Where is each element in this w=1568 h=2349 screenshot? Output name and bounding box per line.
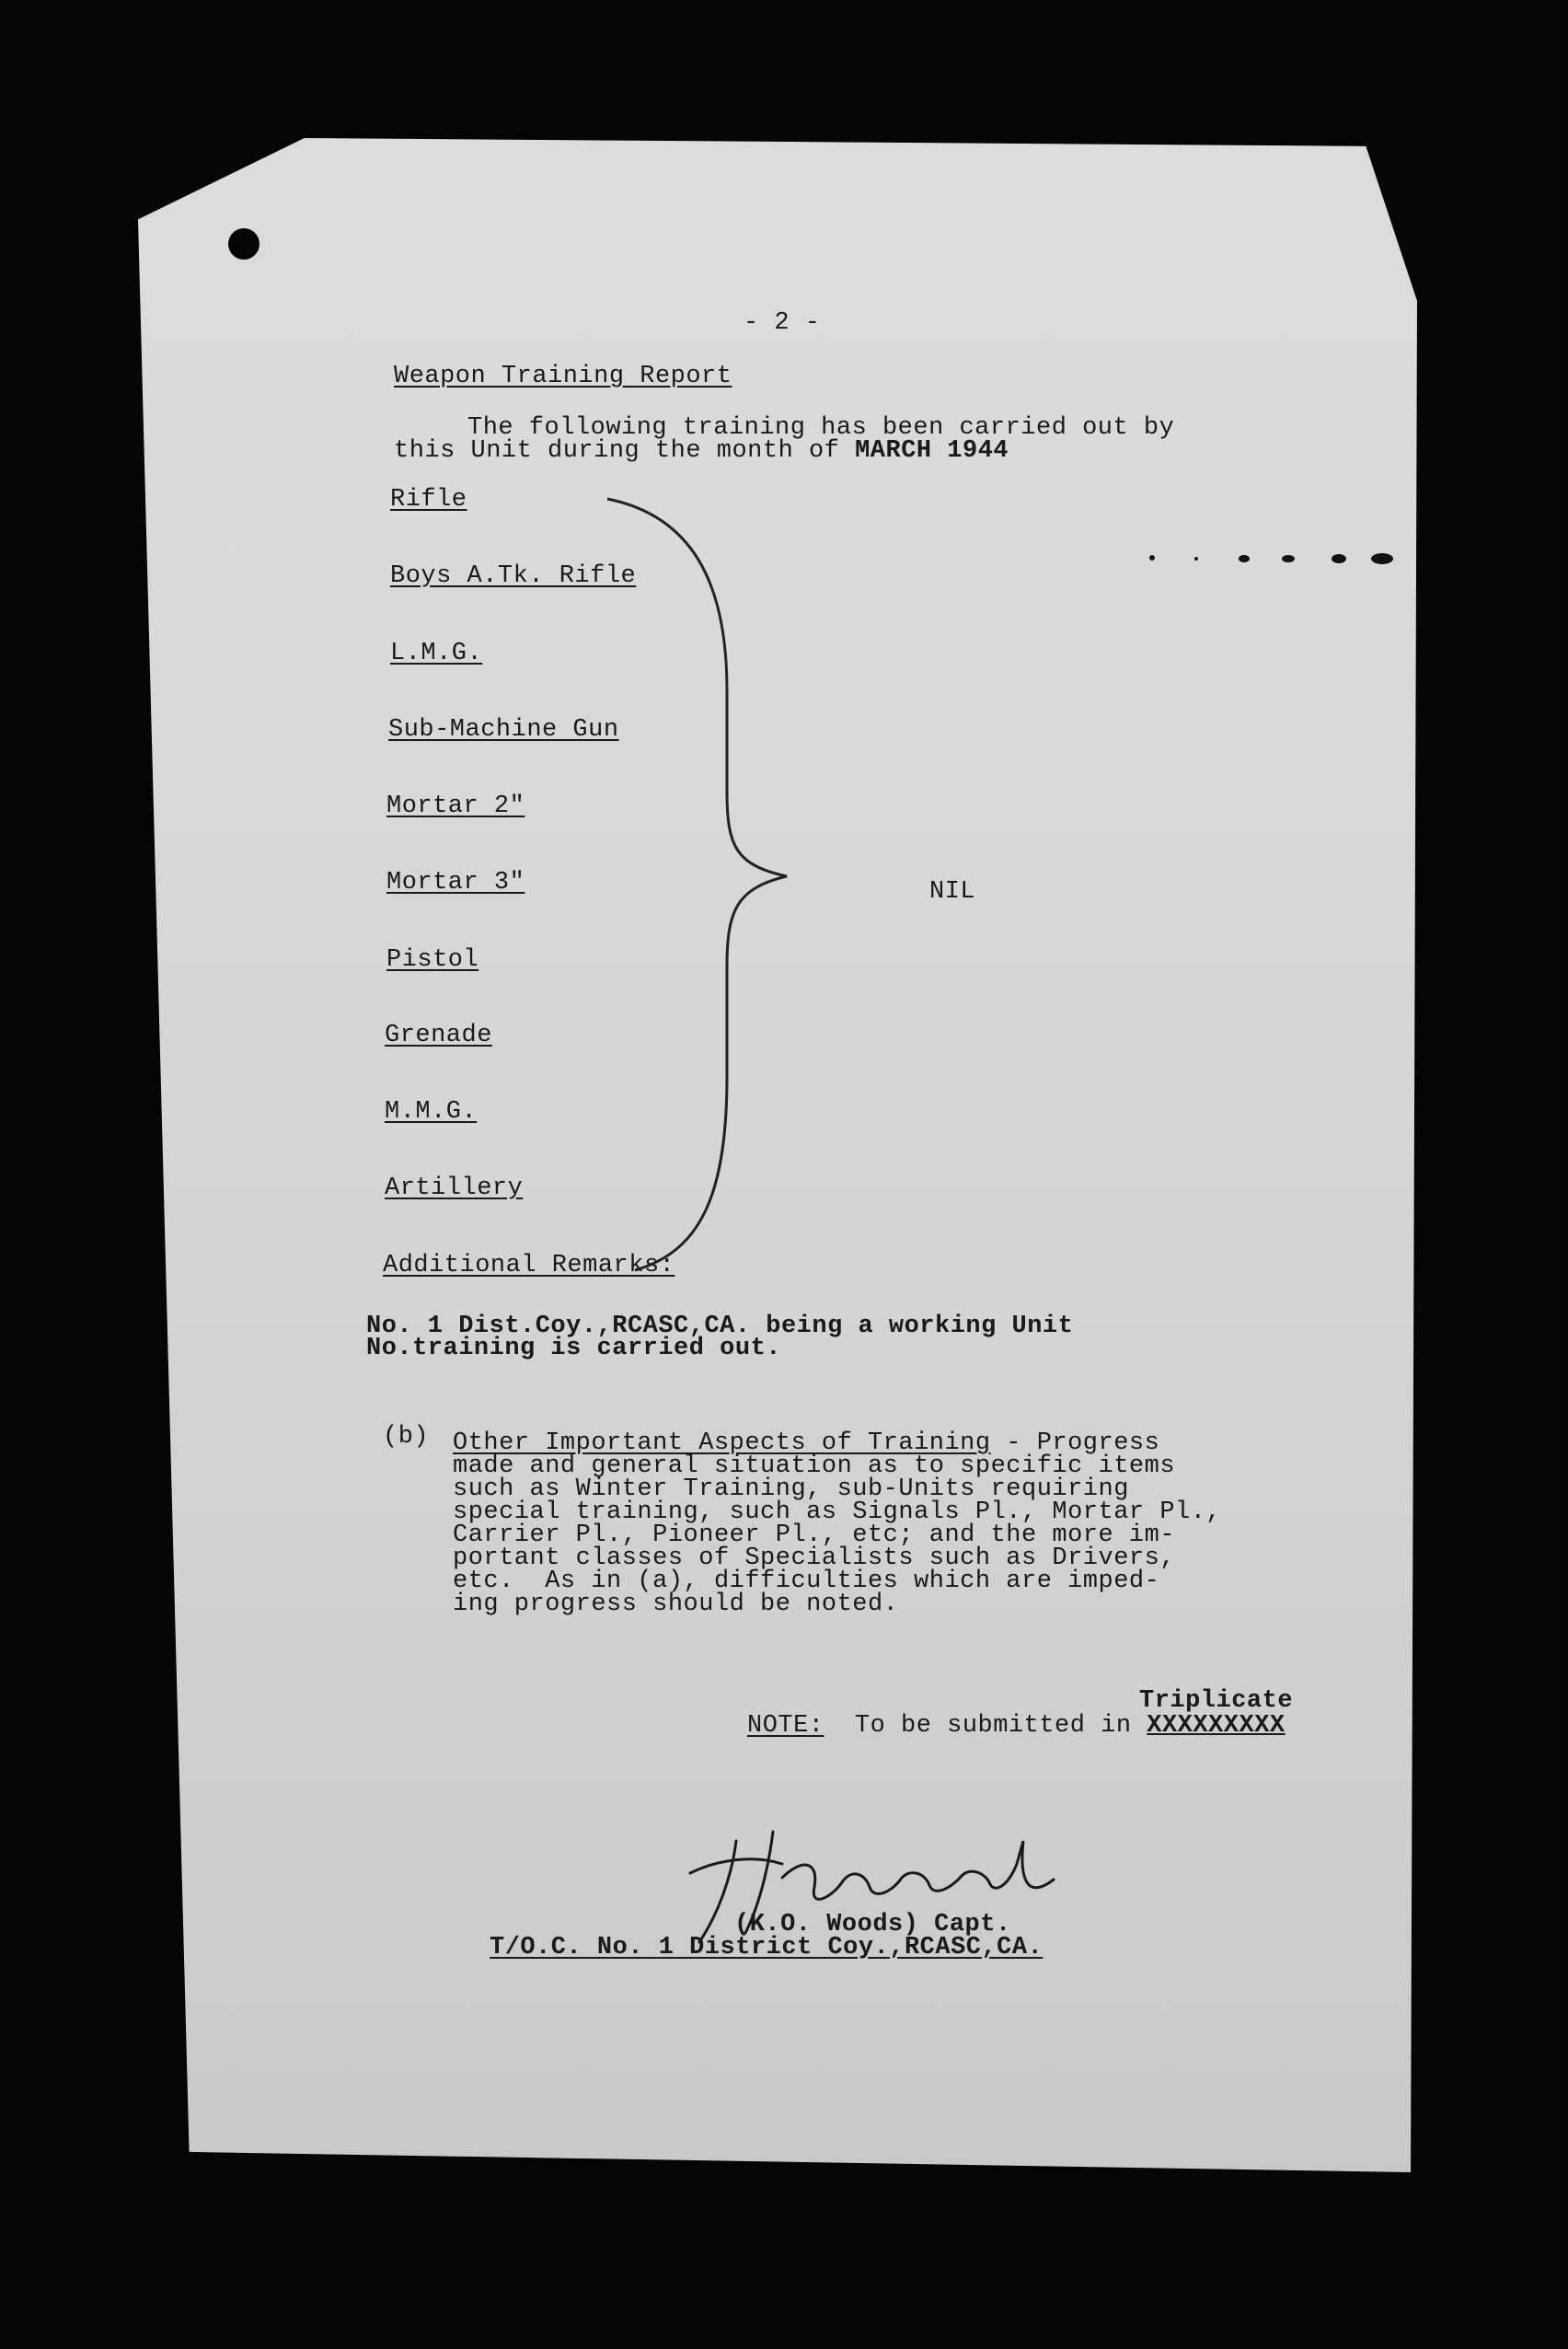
note-line [747,1714,1286,1739]
section-b-line: portant classes of Specialists such as Drivers, [453,1545,1176,1572]
weapon-item: M.M.G. [385,1098,478,1126]
section-b-heading: Other Important Aspects of Training [453,1429,991,1457]
edge-marks [1141,550,1417,569]
weapon-item: Mortar 3" [386,869,525,897]
signatory-title: T/O.C. No. 1 District Coy.,RCASC,CA. [490,1934,1043,1961]
section-b-line: Carrier Pl., Pioneer Pl., etc; and the more im- [453,1522,1176,1549]
note-struck-word: XXXXXXXXX [1147,1712,1286,1740]
intro-month: MARCH 1944 [855,437,1009,465]
weapon-item: Mortar 2" [386,793,525,820]
curly-brace [589,479,810,1279]
additional-remarks-label: Additional Remarks: [383,1252,675,1279]
weapon-item: Grenade [385,1022,492,1049]
signatory-name: (K.O. Woods) Capt. [734,1911,1011,1938]
weapon-item: Sub-Machine Gun [388,716,619,744]
punch-hole [228,228,259,260]
section-b-line: ing progress should be noted. [453,1591,899,1618]
section-b-line: etc. As in (a), difficulties which are imped- [453,1568,1160,1595]
note-insert-triplicate: Triplicate [1139,1687,1294,1715]
intro-line-2-prefix: this Unit during the month of [394,437,840,465]
remarks-line-2: No.training is carried out. [366,1335,781,1362]
nil-label: NIL [929,878,976,906]
section-b-heading-suffix: - Progress [990,1429,1160,1457]
weapon-item: L.M.G. [390,640,483,667]
page-number: - 2 - [744,309,821,337]
remarks-line-1: No. 1 Dist.Coy.,RCASC,CA. being a working Unit [366,1313,1074,1340]
section-b-marker: (b) [383,1423,430,1451]
intro-line-2 [394,439,1009,464]
weapon-item: Boys A.Tk. Rifle [390,562,637,590]
weapon-item: Artillery [385,1174,524,1202]
intro-line-1: The following training has been carried out by [467,414,1175,442]
section-b-line: such as Winter Training, sub-Units requiring [453,1475,1129,1503]
weapon-item: Rifle [390,486,467,514]
weapon-item: Pistol [386,946,479,974]
page-title: Weapon Training Report [394,363,732,390]
section-b-line: made and general situation as to specific items [453,1452,1176,1480]
note-text: To be submitted in [824,1712,1147,1740]
section-b-line: special training, such as Signals Pl., Mortar Pl., [453,1498,1222,1526]
note-label: NOTE: [747,1712,824,1740]
